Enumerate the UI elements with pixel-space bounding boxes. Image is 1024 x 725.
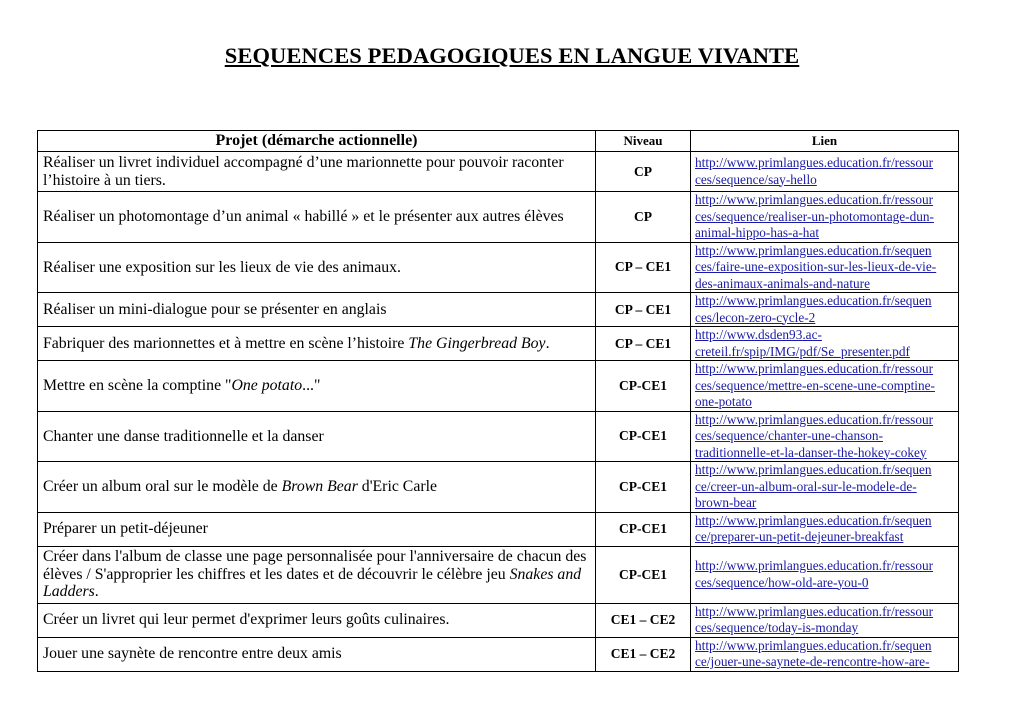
link-text[interactable]: ce/jouer-une-saynete-de-rencontre-how-are- — [695, 654, 930, 669]
projet-text: Réaliser un photomontage d’un animal « habillé » et le présenter aux autres élèves — [43, 208, 564, 225]
sequence-link[interactable] — [695, 243, 936, 291]
lien-cell — [691, 546, 959, 603]
projet-text: Réaliser un livret individuel accompagné d’une marionnette pour pouvoir raconter l’histoire à un tiers. — [43, 154, 564, 189]
link-text[interactable]: ces/sequence/realiser-un-photomontage-dun- — [695, 208, 934, 224]
projet-cell — [38, 411, 596, 462]
sequence-link[interactable] — [695, 638, 932, 670]
projet-text: d'Eric Carle — [357, 478, 438, 495]
niveau-cell: CP – CE1 — [596, 327, 691, 361]
link-text[interactable]: http://www.primlangues.education.fr/sequen — [695, 512, 932, 528]
niveau-cell: CP-CE1 — [596, 546, 691, 603]
link-text[interactable]: traditionnelle-et-la-danser-the-hokey-cokey — [695, 444, 927, 460]
niveau-cell: CP – CE1 — [596, 293, 691, 327]
sequence-link[interactable] — [695, 293, 932, 325]
projet-cell — [38, 327, 596, 361]
lien-cell — [691, 293, 959, 327]
projet-text: Chanter une danse traditionnelle et la danser — [43, 427, 324, 445]
sequences-table — [37, 130, 959, 672]
projet-text: Réaliser un mini-dialogue pour se présenter en anglais — [43, 300, 387, 318]
projet-text: Fabriquer des marionnettes et à mettre en scène l’histoire — [43, 334, 409, 352]
table-row — [38, 462, 959, 513]
link-text[interactable]: http://www.primlangues.education.fr/ressour — [695, 192, 934, 207]
link-text[interactable]: creteil.fr/spip/IMG/pdf/Se_presenter.pdf — [695, 343, 910, 359]
lien-cell — [691, 637, 959, 671]
link-text[interactable]: des-animaux-animals-and-nature — [695, 275, 871, 291]
link-text[interactable]: ces/sequence/say-hello — [695, 171, 817, 187]
projet-text: Réaliser une exposition sur les lieux de vie des animaux. — [43, 258, 401, 276]
projet-cell — [38, 152, 596, 192]
table-header-row — [38, 131, 959, 152]
table-body — [38, 152, 959, 672]
sequence-link[interactable] — [695, 412, 933, 460]
niveau-cell: CE1 – CE2 — [596, 637, 691, 671]
sequence-link[interactable] — [695, 558, 933, 590]
link-text[interactable]: http://www.dsden93.ac- — [695, 327, 822, 342]
link-text[interactable]: http://www.primlangues.education.fr/sequen — [695, 462, 932, 477]
lien-cell — [691, 152, 959, 192]
projet-text: Jouer une saynète de rencontre entre deux amis — [43, 645, 342, 663]
link-text[interactable]: http://www.primlangues.education.fr/ressour — [695, 361, 934, 376]
table-row — [38, 411, 959, 462]
projet-title-italic: One potato — [231, 377, 303, 394]
table-row — [38, 603, 959, 637]
projet-cell — [38, 293, 596, 327]
link-text[interactable]: http://www.primlangues.education.fr/sequen — [695, 242, 932, 258]
projet-cell — [38, 603, 596, 637]
projet-text: Préparer un petit-déjeuner — [43, 520, 208, 538]
header-lien: Lien — [691, 131, 959, 152]
projet-text: Créer un livret qui leur permet d'exprimer leurs goûts culinaires. — [43, 611, 450, 629]
table-row — [38, 327, 959, 361]
niveau-cell: CP-CE1 — [596, 462, 691, 513]
niveau-cell: CE1 – CE2 — [596, 603, 691, 637]
link-text[interactable]: ces/sequence/today-is-monday — [695, 620, 859, 635]
table-row — [38, 546, 959, 603]
lien-cell — [691, 192, 959, 243]
table-row — [38, 637, 959, 671]
projet-cell — [38, 546, 596, 603]
link-text[interactable]: one-potato — [695, 394, 752, 409]
table-row — [38, 512, 959, 546]
lien-cell — [691, 462, 959, 513]
link-text[interactable]: ces/sequence/mettre-en-scene-une-comptine- — [695, 377, 935, 393]
projet-cell — [38, 512, 596, 546]
niveau-cell: CP – CE1 — [596, 242, 691, 293]
sequence-link[interactable] — [695, 155, 933, 187]
header-projet: Projet (démarche actionnelle) — [38, 131, 596, 152]
table-row — [38, 242, 959, 293]
table-row — [38, 152, 959, 192]
projet-text: Mettre en scène la comptine " — [43, 377, 232, 394]
lien-cell — [691, 361, 959, 412]
projet-title-italic: The Gingerbread Boy — [408, 334, 546, 352]
table-row — [38, 192, 959, 243]
header-niveau: Niveau — [596, 131, 691, 152]
link-text[interactable]: http://www.primlangues.education.fr/sequen — [695, 293, 932, 308]
projet-cell — [38, 637, 596, 671]
projet-cell — [38, 361, 596, 412]
projet-title-italic: Snakes and Ladders — [43, 565, 582, 601]
page-title: SEQUENCES PEDAGOGIQUES EN LANGUE VIVANTE — [224, 43, 800, 68]
sequence-link[interactable] — [695, 513, 932, 545]
projet-text: ..." — [302, 377, 321, 394]
projet-cell — [38, 192, 596, 243]
projet-text: Créer un album oral sur le modèle de — [43, 478, 282, 495]
niveau-cell: CP — [596, 152, 691, 192]
link-text[interactable]: brown-bear — [695, 495, 757, 510]
link-text[interactable]: ces/sequence/chanter-une-chanson- — [695, 428, 884, 443]
sequence-link[interactable] — [695, 604, 933, 636]
lien-cell — [691, 327, 959, 361]
niveau-cell: CP-CE1 — [596, 512, 691, 546]
link-text[interactable]: ces/lecon-zero-cycle-2 — [695, 309, 816, 325]
lien-cell — [691, 512, 959, 546]
projet-title-italic: Brown Bear — [281, 478, 358, 495]
lien-cell — [691, 242, 959, 293]
sequence-link[interactable] — [695, 361, 935, 409]
link-text[interactable]: http://www.primlangues.education.fr/sequen — [695, 637, 932, 653]
link-text[interactable]: http://www.primlangues.education.fr/ressour — [695, 155, 934, 170]
sequence-link[interactable] — [695, 462, 932, 510]
link-text[interactable]: http://www.primlangues.education.fr/ressour — [695, 603, 934, 619]
niveau-cell: CP — [596, 192, 691, 243]
lien-cell — [691, 603, 959, 637]
link-text[interactable]: http://www.primlangues.education.fr/ressour — [695, 558, 934, 573]
sequence-link[interactable] — [695, 327, 910, 359]
link-text[interactable]: ces/faire-une-exposition-sur-les-lieux-de-vie- — [695, 259, 937, 274]
link-text[interactable]: animal-hippo-has-a-hat — [695, 225, 820, 240]
projet-text: . — [94, 583, 99, 601]
projet-cell — [38, 242, 596, 293]
link-text[interactable]: ce/creer-un-album-oral-sur-le-modele-de- — [695, 478, 917, 494]
lien-cell — [691, 411, 959, 462]
projet-cell — [38, 462, 596, 513]
niveau-cell: CP-CE1 — [596, 411, 691, 462]
link-text[interactable]: ce/preparer-un-petit-dejeuner-breakfast — [695, 529, 904, 544]
table-row — [38, 361, 959, 412]
table-row — [38, 293, 959, 327]
link-text[interactable]: ces/sequence/how-old-are-you-0 — [695, 574, 869, 590]
sequence-link[interactable] — [695, 192, 934, 240]
link-text[interactable]: http://www.primlangues.education.fr/ressour — [695, 411, 934, 427]
projet-text: Créer dans l'album de classe une page personnalisée pour l'anniversaire de chacun des élèves / S'approprier les chiffres et les dates et de découvrir le célèbre jeu — [43, 548, 587, 583]
niveau-cell: CP-CE1 — [596, 361, 691, 412]
projet-text: . — [545, 334, 550, 352]
